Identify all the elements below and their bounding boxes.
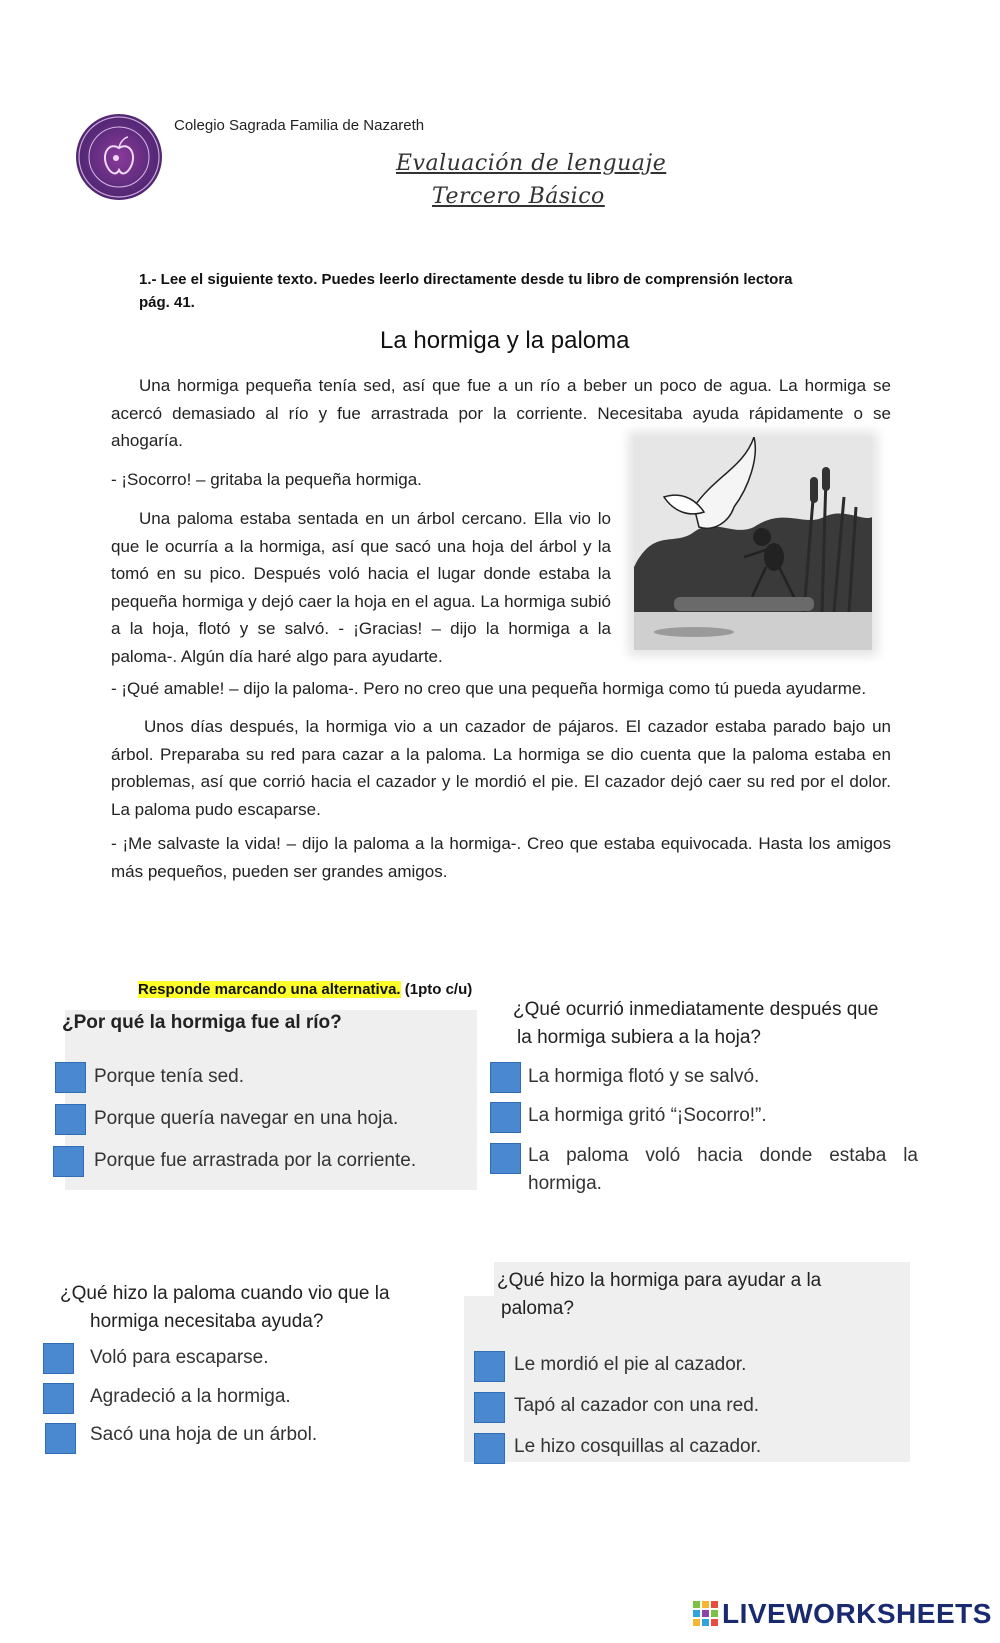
question-4-option-2-checkbox[interactable] xyxy=(474,1392,505,1423)
story-paragraph-5: Unos días después, la hormiga vio a un cazador de pájaros. El cazador estaba parado bajo un árbol. Preparaba su red para cazar a la paloma. La hormiga se dio cuenta que la paloma estaba en problemas, así que corrió hacia el cazador y le mordió el pie. El cazador dejó caer su red por el dolor. La paloma pudo escaparse. xyxy=(111,717,891,819)
school-name: Colegio Sagrada Familia de Nazareth xyxy=(174,117,425,134)
question-3-option-3-checkbox[interactable] xyxy=(45,1423,76,1454)
question-4-option-1-label: Le mordió el pie al cazador. xyxy=(514,1354,747,1375)
question-1-option-1-checkbox[interactable] xyxy=(55,1062,86,1093)
question-4-option-3-label: Le hizo cosquillas al cazador. xyxy=(514,1436,762,1457)
question-1-option-2-checkbox[interactable] xyxy=(55,1104,86,1135)
panel-notch xyxy=(464,1262,494,1296)
question-2-option-1-checkbox[interactable] xyxy=(490,1062,521,1093)
question-3-option-1-checkbox[interactable] xyxy=(43,1343,74,1374)
question-3-option-2-checkbox[interactable] xyxy=(43,1383,74,1414)
question-3-text-line-2: hormiga necesitaba ayuda? xyxy=(90,1311,324,1332)
question-1-option-3-checkbox[interactable] xyxy=(53,1146,84,1177)
question-2-text-line-2: la hormiga subiera a la hoja? xyxy=(517,1027,761,1048)
question-2-text-line-1: ¿Qué ocurrió inmediatamente después que xyxy=(513,999,879,1020)
question-2-option-2-checkbox[interactable] xyxy=(490,1102,521,1133)
liveworksheets-logo-icon xyxy=(693,1601,718,1626)
story-paragraph-1: Una hormiga pequeña tenía sed, así que fue a un río a beber un poco de agua. La hormiga se acercó demasiado al río y fue arrastrada por la corriente. Necesitaba ayuda rápidamente o se ahogaría. xyxy=(111,376,891,450)
question-3-option-2-label: Agradeció a la hormiga. xyxy=(90,1386,291,1407)
question-4-option-3-checkbox[interactable] xyxy=(474,1433,505,1464)
respond-points: (1pto c/u) xyxy=(400,981,473,998)
story-paragraph-2: - ¡Socorro! – gritaba la pequeña hormiga. xyxy=(111,470,422,489)
question-1-option-2-label: Porque quería navegar en una hoja. xyxy=(94,1108,399,1129)
question-2-option-3-label-continued: hormiga. xyxy=(528,1173,602,1194)
question-4-text-line-1: ¿Qué hizo la hormiga para ayudar a la xyxy=(497,1270,822,1291)
question-3-option-1-label: Voló para escaparse. xyxy=(90,1347,269,1368)
question-1-option-3-label: Porque fue arrastrada por la corriente. xyxy=(94,1150,417,1171)
question-3-option-3-label: Sacó una hoja de un árbol. xyxy=(90,1424,318,1445)
exam-grade: Tercero Básico xyxy=(432,184,605,209)
instruction-1: 1.- Lee el siguiente texto. Puedes leerlo directamente desde tu libro de comprensión lectora pág. 41. xyxy=(139,271,793,311)
question-3-text-line-1: ¿Qué hizo la paloma cuando vio que la xyxy=(60,1283,390,1304)
question-1-option-1-label: Porque tenía sed. xyxy=(94,1066,244,1087)
story-illustration xyxy=(634,437,872,650)
school-logo xyxy=(76,114,162,200)
question-1-text: ¿Por qué la hormiga fue al río? xyxy=(62,1012,342,1033)
respond-instruction xyxy=(138,981,472,998)
question-2-option-1-label: La hormiga flotó y se salvó. xyxy=(528,1066,760,1087)
story-title: La hormiga y la paloma xyxy=(380,327,630,354)
question-4-text-line-2: paloma? xyxy=(501,1298,574,1319)
respond-highlight: Responde marcando una alternativa. xyxy=(138,981,401,998)
story-paragraph-3: Una paloma estaba sentada en un árbol cercano. Ella vio lo que le ocurría a la hormiga, así que sacó una hoja del árbol y la tomó en su pico. Después voló hacia el lugar donde estaba la pequeña hormiga y dejó caer la hoja en el agua. La hormiga subió a la hoja, flotó y se salvó. - ¡Gracias! – dijo la hormiga a la paloma-. Algún día haré algo para ayudarte. xyxy=(111,509,611,666)
question-4-option-2-label: Tapó al cazador con una red. xyxy=(514,1395,760,1416)
story-paragraph-4: - ¡Qué amable! – dijo la paloma-. Pero no creo que una pequeña hormiga como tú pueda ayudarme. xyxy=(111,679,867,698)
question-2-option-2-label: La hormiga gritó “¡Socorro!”. xyxy=(528,1105,767,1126)
question-4-option-1-checkbox[interactable] xyxy=(474,1351,505,1382)
story-paragraph-6: - ¡Me salvaste la vida! – dijo la paloma a la hormiga-. Creo que estaba equivocada. Hasta los amigos más pequeños, pueden ser grandes amigos. xyxy=(111,834,891,881)
exam-title: Evaluación de lenguaje xyxy=(396,151,667,176)
question-2-option-3-label: La paloma voló hacia donde estaba la xyxy=(528,1145,918,1166)
question-2-option-3-checkbox[interactable] xyxy=(490,1143,521,1174)
liveworksheets-brand: LIVEWORKSHEETS xyxy=(722,1598,992,1629)
